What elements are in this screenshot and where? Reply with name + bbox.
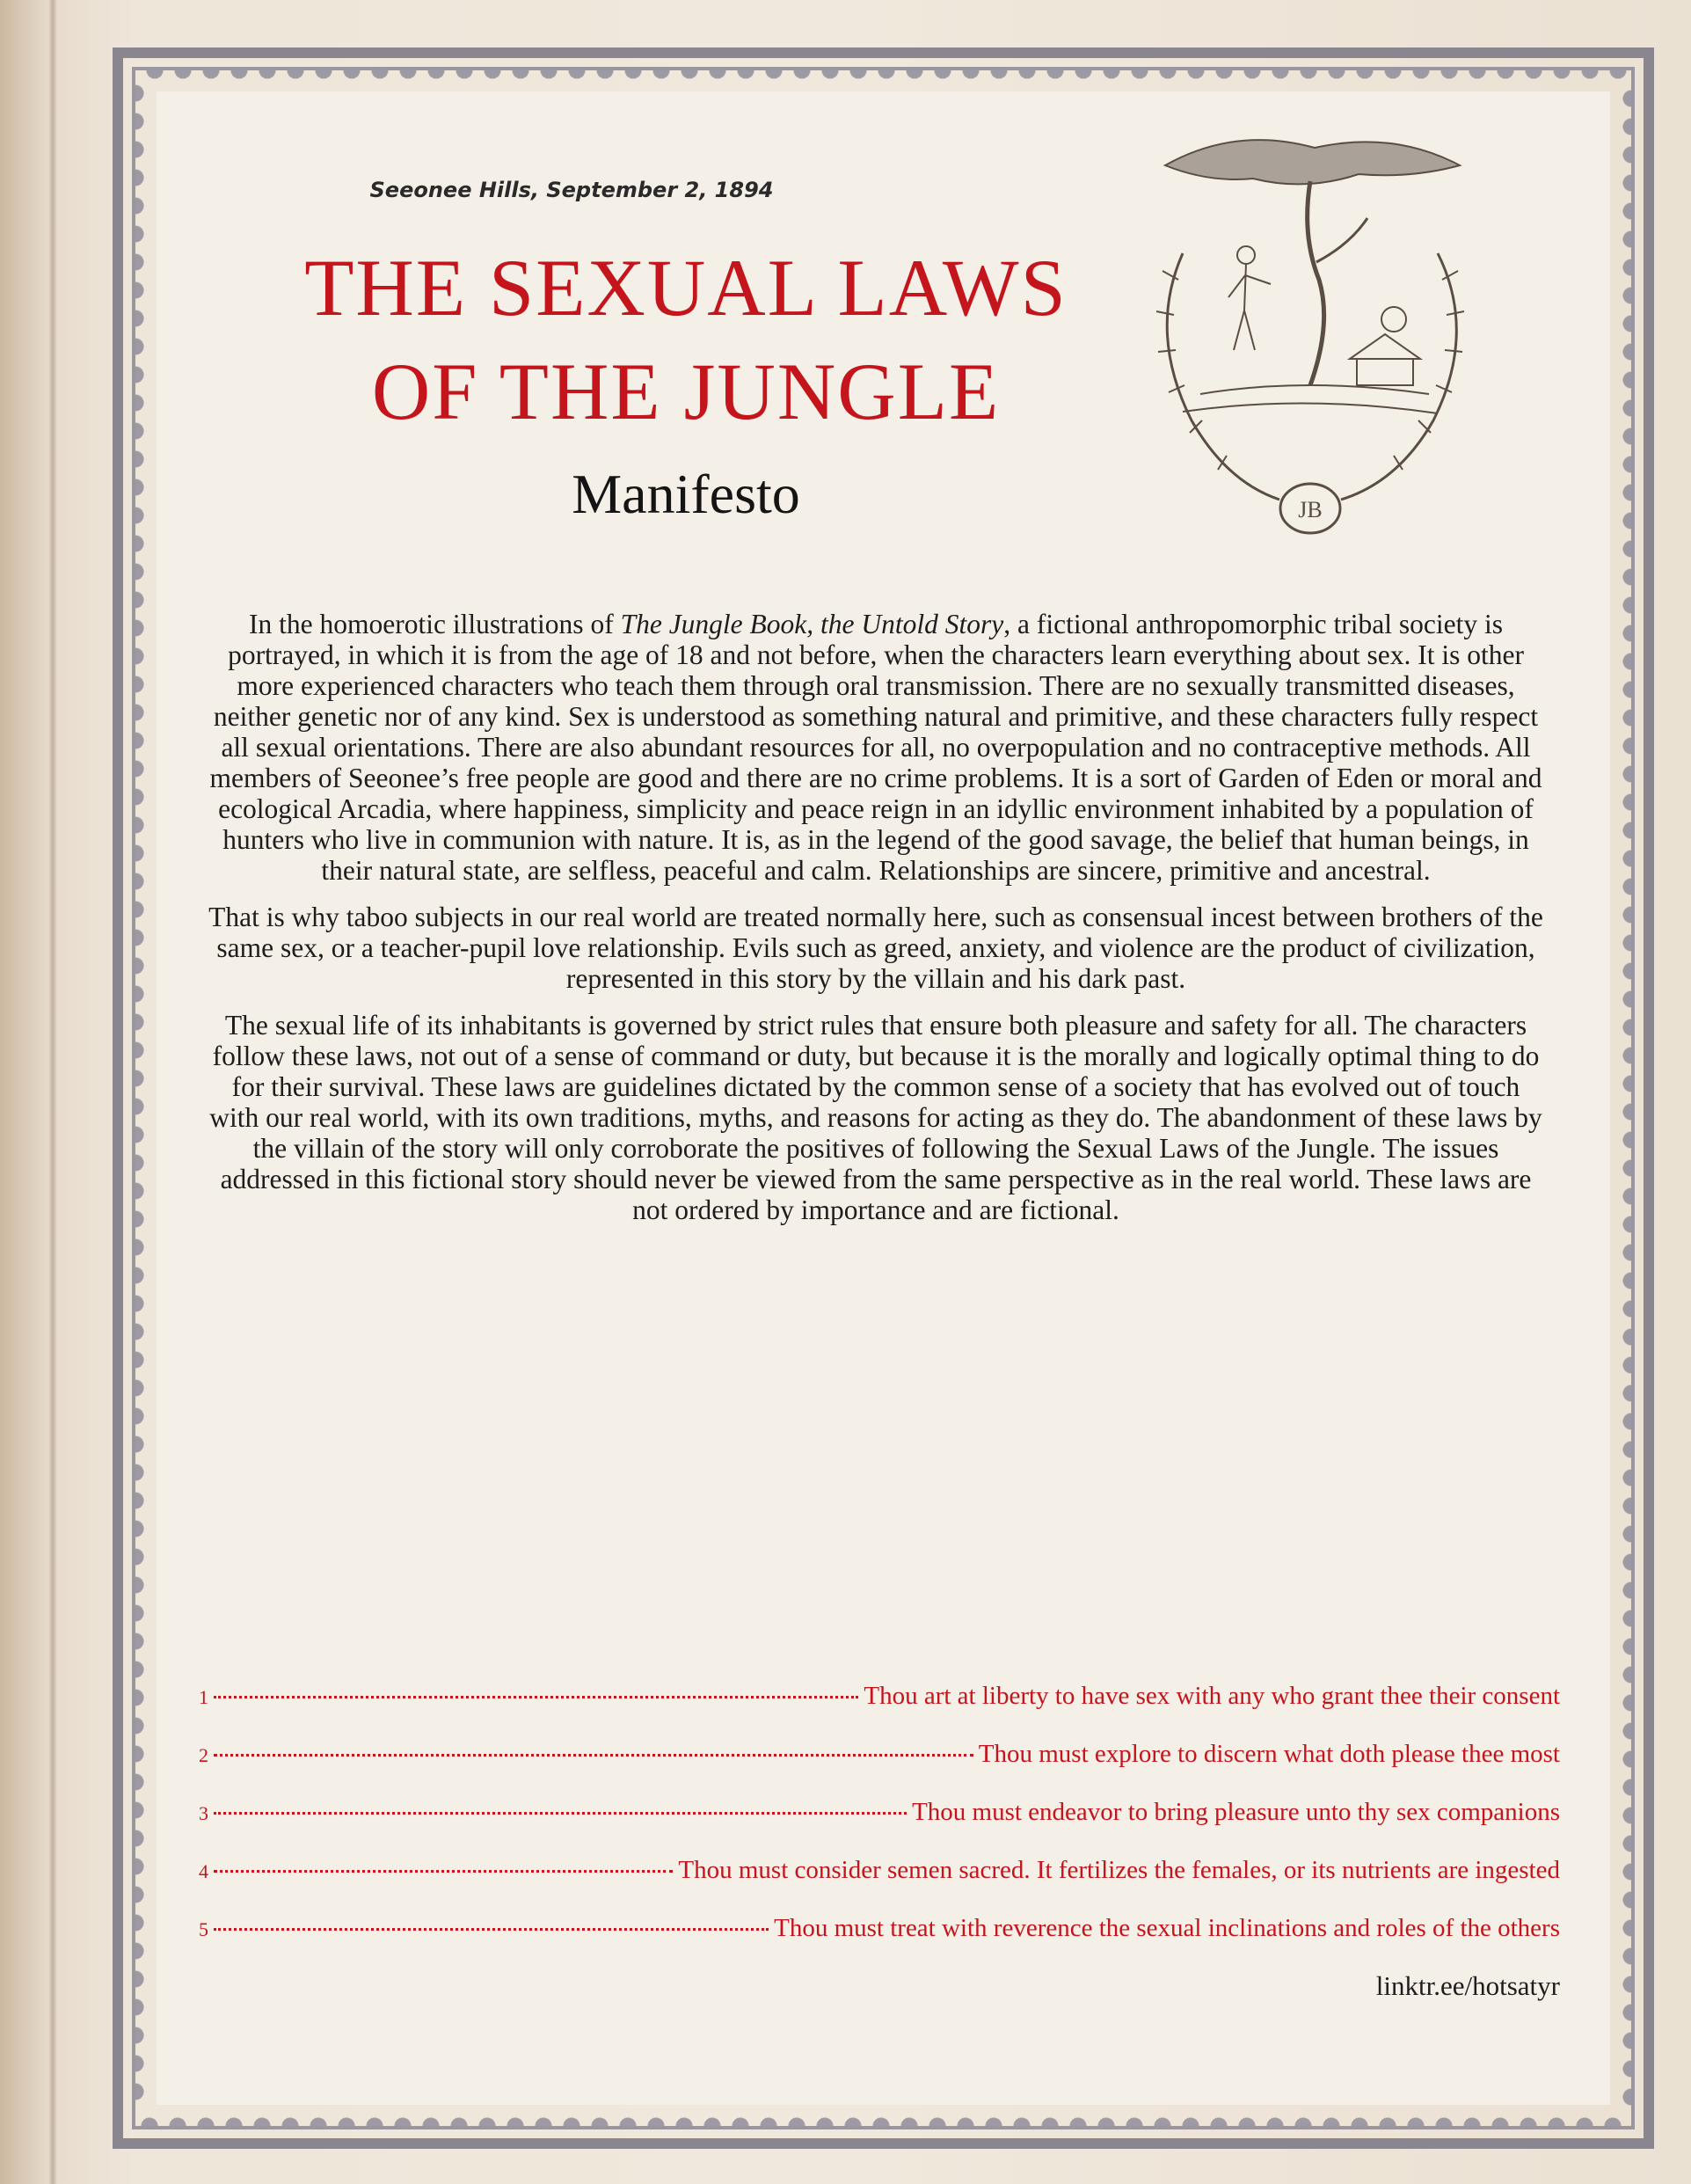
law-text: Thou must treat with reverence the sexual inclinations and roles of the others <box>774 1914 1560 1942</box>
engraving-emblem-icon <box>1130 130 1491 544</box>
law-number: 3 <box>199 1802 208 1824</box>
law-number: 5 <box>199 1918 208 1940</box>
scallop-border-right <box>1612 79 1631 2111</box>
intro-paragraph-3: The sexual life of its inhabitants is governed by strict rules that ensure both pleasure and safety for all. The characters follow these laws, not out of a sense of command or duty, but because it is the morally and logically optimal thing to do for their survival. These laws are guidelines dictated by the common sense of a society that has evolved out of touch with our real world, with its own traditions, myths, and reasons for acting as they do. The abandonment of these laws by the villain of the story will only corroborate the positives of following the Sexual Laws of the Jungle. The issues addressed in this fictional story should never be viewed from the same perspective as in the real world. These laws are not ordered by importance and are fictional. <box>209 1010 1542 1225</box>
scallop-border-top <box>141 70 1627 90</box>
emblem-monogram: JB <box>1298 497 1323 522</box>
page-title <box>255 236 1117 443</box>
book-title-italic: The Jungle Book, the Untold Story <box>620 609 1004 639</box>
laws-list <box>199 1682 1560 1972</box>
dot-leader <box>214 1812 907 1815</box>
list-item <box>199 1740 1560 1798</box>
intro-p1-start: In the homoerotic illustrations of <box>249 609 621 639</box>
list-item <box>199 1682 1560 1740</box>
book-spine-shadow <box>48 0 57 2184</box>
law-text: Thou art at liberty to have sex with any who grant thee their consent <box>864 1682 1560 1710</box>
dot-leader <box>214 1754 973 1757</box>
list-item <box>199 1798 1560 1856</box>
intro-text <box>204 609 1548 1241</box>
page-subtitle: Manifesto <box>572 463 800 525</box>
law-number: 2 <box>199 1744 208 1766</box>
law-number: 4 <box>199 1860 208 1882</box>
dot-leader <box>214 1928 769 1931</box>
law-text: Thou must consider semen sacred. It fertilizes the females, or its nutrients are ingested <box>678 1856 1560 1884</box>
title-line-2: OF THE JUNGLE <box>371 347 1001 436</box>
intro-p1-rest: , a fictional anthropomorphic tribal society is portrayed, in which it is from the age of 18 and not before, when the characters learn everything about sex. It is other more experienced characters who teach them through oral transmission. There are no sexually transmitted diseases, neither genetic nor of any kind. Sex is understood as something natural and primitive, and these characters fully respect all sexual orientations. There are also abundant resources for all, no overpopulation and no contraceptive methods. All members of Seeonee’s free people are good and there are no crime problems. It is a sort of Garden of Eden or moral and ecological Arcadia, where happiness, simplicity and peace reign in an idyllic environment inhabited by a population of hunters who live in communion with nature. It is, as in the legend of the good savage, the belief that human beings, in their natural state, are selfless, peaceful and calm. Relationships are sincere, primitive and ancestral. <box>209 609 1542 886</box>
list-item <box>199 1856 1560 1914</box>
dateline: Seeonee Hills, September 2, 1894 <box>369 178 774 202</box>
scallop-border-bottom <box>141 2107 1627 2126</box>
dot-leader <box>214 1696 858 1698</box>
list-item <box>199 1914 1560 1972</box>
intro-paragraph-2: That is why taboo subjects in our real world are treated normally here, such as consensual incest between brothers of the same sex, or a teacher-pupil love relationship. Evils such as greed, anxiety, and violence are the product of civilization, represented in this story by the villain and his dark past. <box>208 902 1543 994</box>
scallop-border-left <box>135 79 155 2111</box>
law-number: 1 <box>199 1686 208 1708</box>
law-text: Thou must endeavor to bring pleasure unto thy sex companions <box>912 1798 1560 1826</box>
footer-link[interactable]: linktr.ee/hotsatyr <box>1375 1970 1560 2001</box>
dot-leader <box>214 1870 673 1873</box>
intro-paragraph-1 <box>204 609 1548 886</box>
law-text: Thou must explore to discern what doth please thee most <box>978 1740 1560 1768</box>
title-line-1: THE SEXUAL LAWS <box>304 243 1068 332</box>
